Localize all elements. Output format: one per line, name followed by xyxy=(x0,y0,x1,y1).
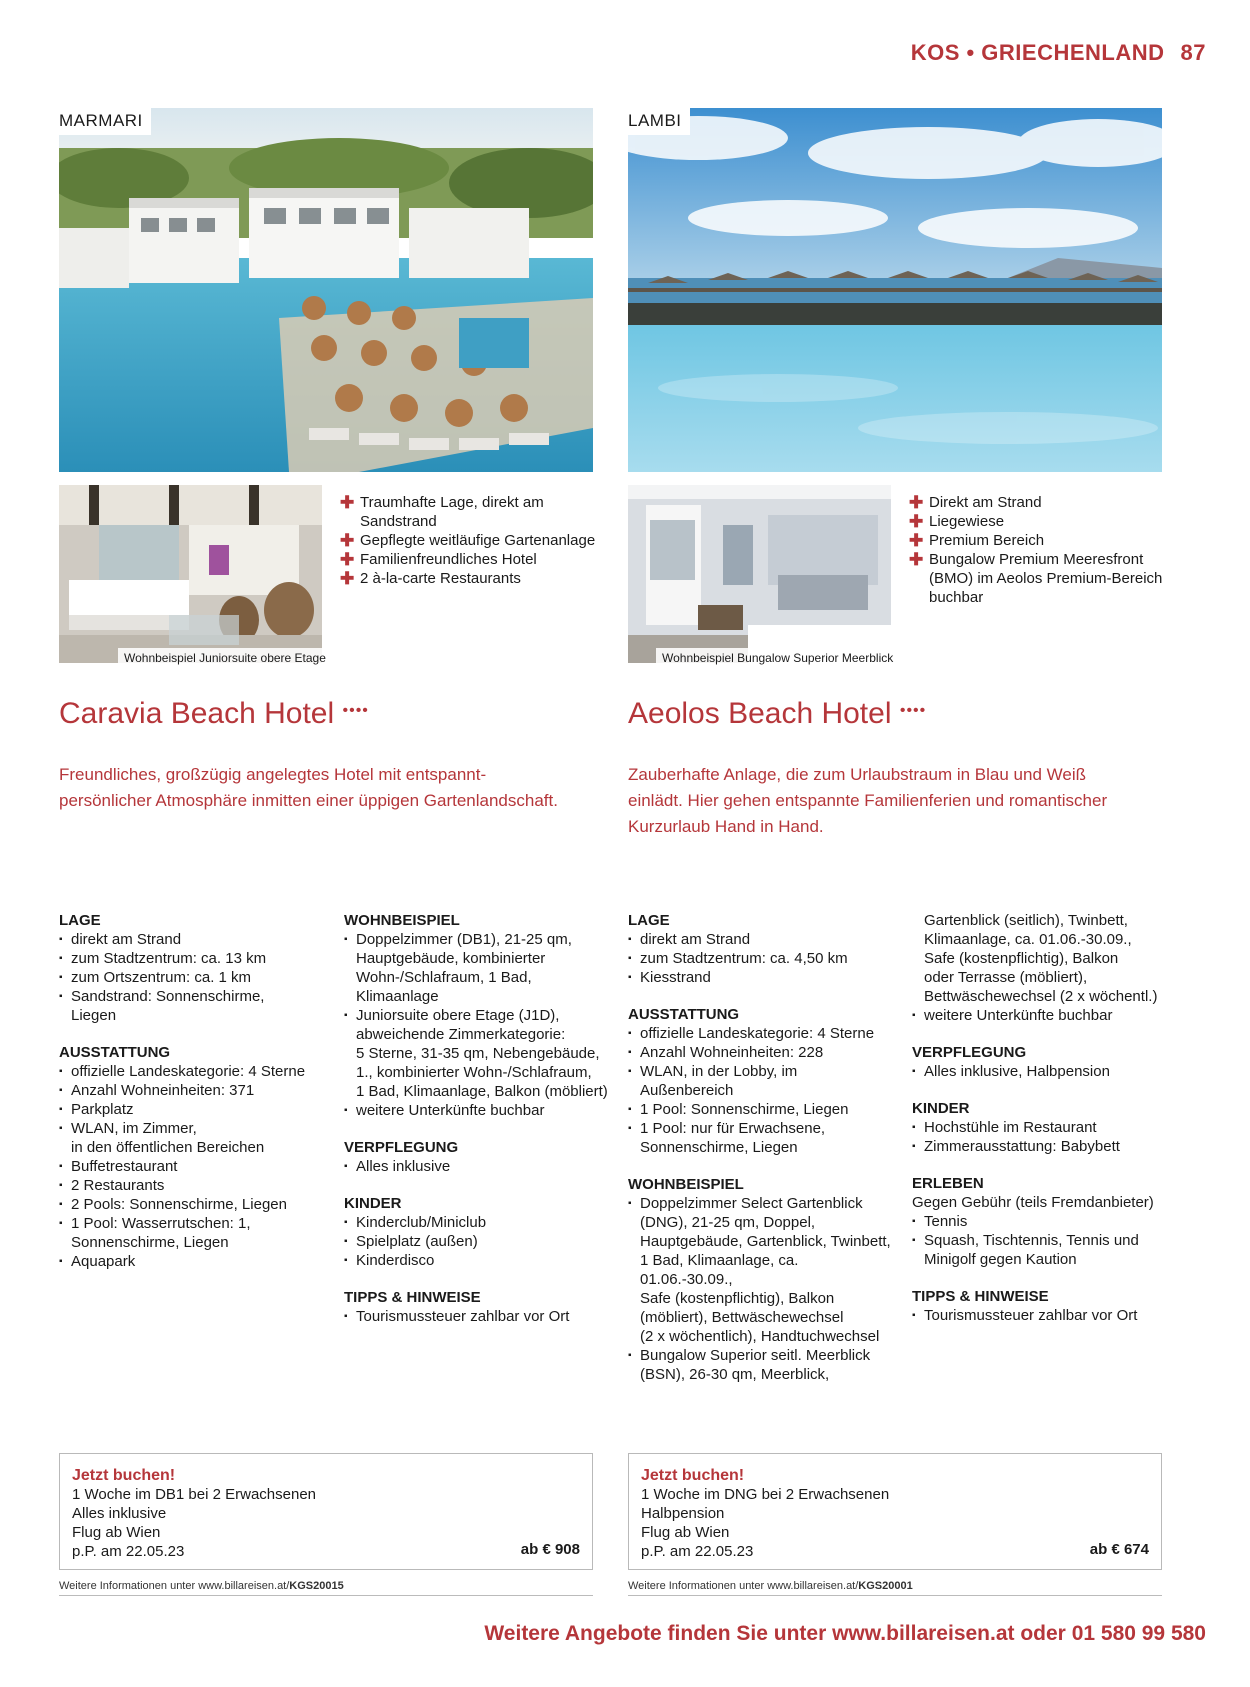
aeolos-intro: Zauberhafte Anlage, die zum Urlaubstraum in Blau und Weiß einlädt. Hier gehen entspannte Familienferien und romantischer Kurzurlaub Hand in Hand. xyxy=(628,765,1108,836)
caravia-room-photo xyxy=(59,485,322,663)
aeolos-details-col2: Gartenblick (seitlich), Twinbett, Klimaanlage, ca. 01.06.-30.09., Safe (kostenpflichtig), Balkon oder Terrasse (möbliert), Bettwäschewechsel (2 x wöchentl.) ▪ weitere Unterkünfte buchbar VERPFLEGUNG ▪ Alles inklusive, Halbpension KINDER ▪ Hochstühle im Restaurant ▪ Zimmerausstattung: Babybett ERLEBEN Gegen Gebühr (teils Fremdanbieter) ▪ Tennis ▪ Squash, Tischtennis, Tennis und Minigolf gegen Kaution TIPPS & HINWEISE ▪ Tourismussteuer zahlbar vor Ort xyxy=(912,911,1182,1325)
page-header xyxy=(911,40,1206,66)
booking-title[interactable]: Jetzt buchen! xyxy=(72,1467,176,1484)
plus-icon: ✚ xyxy=(340,493,355,512)
aeolos-main-photo xyxy=(628,108,1162,472)
booking-price: ab € 674 xyxy=(1089,1541,1149,1558)
region-title: KOS • GRIECHENLAND xyxy=(910,40,1165,65)
plus-icon: ✚ xyxy=(909,550,924,569)
plus-icon: ✚ xyxy=(340,531,355,550)
feature-item: ✚ Traumhafte Lage, direkt am xyxy=(340,493,544,512)
hotel-title: Aeolos Beach Hotel xyxy=(628,697,892,730)
feature-item-cont: (BMO) im Aeolos Premium-Bereich xyxy=(929,570,1163,587)
feature-item: ✚ Direkt am Strand xyxy=(909,493,1042,512)
section-heading-lage: LAGE xyxy=(628,912,670,929)
plus-icon: ✚ xyxy=(909,493,924,512)
feature-item: ✚ Premium Bereich xyxy=(909,531,1045,550)
section-heading-tipps: TIPPS & HINWEISE xyxy=(912,1288,1049,1305)
caravia-intro: Freundliches, großzügig angelegtes Hotel mit entspannt- persönlicher Atmosphäre inmitten einer üppigen Gartenlandschaft. xyxy=(59,765,558,810)
section-heading-kinder: KINDER xyxy=(344,1195,402,1212)
caravia-location-label: MARMARI xyxy=(59,108,151,135)
feature-item: ✚ 2 à-la-carte Restaurants xyxy=(340,569,521,588)
caravia-details-col1: LAGE ▪ direkt am Strand ▪ zum Stadtzentrum: ca. 13 km ▪ zum Ortszentrum: ca. 1 km ▪ Sandstrand: Sonnenschirme, Liegen AUSSTATTUNG ▪ offizielle Landeskategorie: 4 Sterne ▪ Anzahl Wohneinheiten: 371 ▪ Parkplatz ▪ WLAN, im Zimmer, in den öffentlichen Bereichen ▪ Buffetrestaurant ▪ 2 Restaurants ▪ 2 Pools: Sonnenschirme, Liegen ▪ 1 Pool: Wasserrutschen: 1, Sonnenschirme, Liegen ▪ Aquapark xyxy=(59,911,324,1271)
page-number: 87 xyxy=(1180,40,1206,65)
feature-item: ✚ Familienfreundliches Hotel xyxy=(340,550,537,569)
aeolos-details-col1: LAGE ▪ direkt am Strand ▪ zum Stadtzentrum: ca. 4,50 km ▪ Kiesstrand AUSSTATTUNG ▪ offizielle Landeskategorie: 4 Sterne ▪ Anzahl Wohneinheiten: 228 ▪ WLAN, in der Lobby, im Außenbereich ▪ 1 Pool: Sonnenschirme, Liegen ▪ 1 Pool: nur für Erwachsene, Sonnenschirme, Liegen WOHNBEISPIEL ▪ Doppelzimmer Select Gartenblick (DNG), 21-25 qm, Doppel, Hauptgebäude, Gartenblick, Twinbett, 1 Bad, Klimaanlage, ca. 01.06.-30.09., Safe (kostenpflichtig), Balkon (möbliert), Bettwäschewechsel (2 x wöchentlich), Handtuchwechsel ▪ Bungalow Superior seitl. Meerblick (BSN), 26-30 qm, Meerblick, xyxy=(628,911,893,1384)
footer-cta[interactable]: Weitere Angebote finden Sie unter www.billareisen.at oder 01 580 99 580 xyxy=(484,1622,1206,1645)
booking-price: ab € 908 xyxy=(520,1541,580,1558)
section-heading-verpflegung: VERPFLEGUNG xyxy=(344,1139,459,1156)
feature-item: ✚ Bungalow Premium Meeresfront xyxy=(909,550,1144,569)
offer-code[interactable]: KGS20015 xyxy=(289,1580,344,1592)
aeolos-info-line[interactable]: Weitere Informationen unter www.billareisen.at/KGS20001 xyxy=(628,1580,1162,1596)
plus-icon: ✚ xyxy=(909,531,924,550)
section-heading-verpflegung: VERPFLEGUNG xyxy=(912,1044,1027,1061)
caravia-details-col2: WOHNBEISPIEL ▪ Doppelzimmer (DB1), 21-25 qm, Hauptgebäude, kombinierter Wohn-/Schlafraum, 1 Bad, Klimaanlage ▪ Juniorsuite obere Etage (J1D), abweichende Zimmerkategorie: 5 Sterne, 31-35 qm, Nebengebäude, 1., kombinierter Wohn-/Schlafraum, 1 Bad, Klimaanlage, Balkon (möbliert) ▪ weitere Unterkünfte buchbar VERPFLEGUNG ▪ Alles inklusive KINDER ▪ Kinderclub/Miniclub ▪ Spielplatz (außen) ▪ Kinderdisco TIPPS & HINWEISE ▪ Tourismussteuer zahlbar vor Ort xyxy=(344,911,614,1326)
aeolos-booking-box[interactable]: Jetzt buchen! 1 Woche im DNG bei 2 Erwachsenen Halbpension Flug ab Wien p.P. am 22.05.23 ab € 674 xyxy=(628,1453,1162,1570)
caravia-main-photo xyxy=(59,108,593,472)
offer-code[interactable]: KGS20001 xyxy=(858,1580,913,1592)
hotel-title: Caravia Beach Hotel xyxy=(59,697,335,730)
plus-icon: ✚ xyxy=(340,569,355,588)
section-heading-wohnbeispiel: WOHNBEISPIEL xyxy=(628,1176,744,1193)
plus-icon: ✚ xyxy=(340,550,355,569)
star-rating: •••• xyxy=(899,702,927,720)
section-heading-wohnbeispiel: WOHNBEISPIEL xyxy=(344,912,460,929)
section-heading-ausstattung: AUSSTATTUNG xyxy=(59,1044,171,1061)
aeolos-location-label: LAMBI xyxy=(628,108,690,135)
star-rating: •••• xyxy=(342,702,369,720)
section-heading-erleben: ERLEBEN xyxy=(912,1175,984,1192)
caravia-booking-box[interactable]: Jetzt buchen! 1 Woche im DB1 bei 2 Erwachsenen Alles inklusive Flug ab Wien p.P. am 22.05.23 ab € 908 xyxy=(59,1453,593,1570)
aeolos-features xyxy=(907,493,1177,607)
feature-item-cont: buchbar xyxy=(929,589,984,606)
caravia-info-line[interactable]: Weitere Informationen unter www.billareisen.at/KGS20015 xyxy=(59,1580,593,1596)
caravia-hotel-name xyxy=(59,697,369,731)
aeolos-hotel-name xyxy=(628,697,926,731)
plus-icon: ✚ xyxy=(909,512,924,531)
feature-item: ✚ Liegewiese xyxy=(909,512,1005,531)
section-heading-ausstattung: AUSSTATTUNG xyxy=(628,1006,740,1023)
section-heading-lage: LAGE xyxy=(59,912,101,929)
booking-title[interactable]: Jetzt buchen! xyxy=(641,1467,745,1484)
feature-item-cont: Sandstrand xyxy=(360,513,437,530)
caravia-room-caption: Wohnbeispiel Juniorsuite obere Etage xyxy=(118,648,332,668)
feature-item: ✚ Gepflegte weitläufige Gartenanlage xyxy=(340,531,596,550)
section-heading-kinder: KINDER xyxy=(912,1100,970,1117)
aeolos-room-photo xyxy=(628,485,891,663)
aeolos-room-caption: Wohnbeispiel Bungalow Superior Meerblick xyxy=(656,648,899,668)
caravia-features xyxy=(338,493,608,588)
section-heading-tipps: TIPPS & HINWEISE xyxy=(344,1289,481,1306)
